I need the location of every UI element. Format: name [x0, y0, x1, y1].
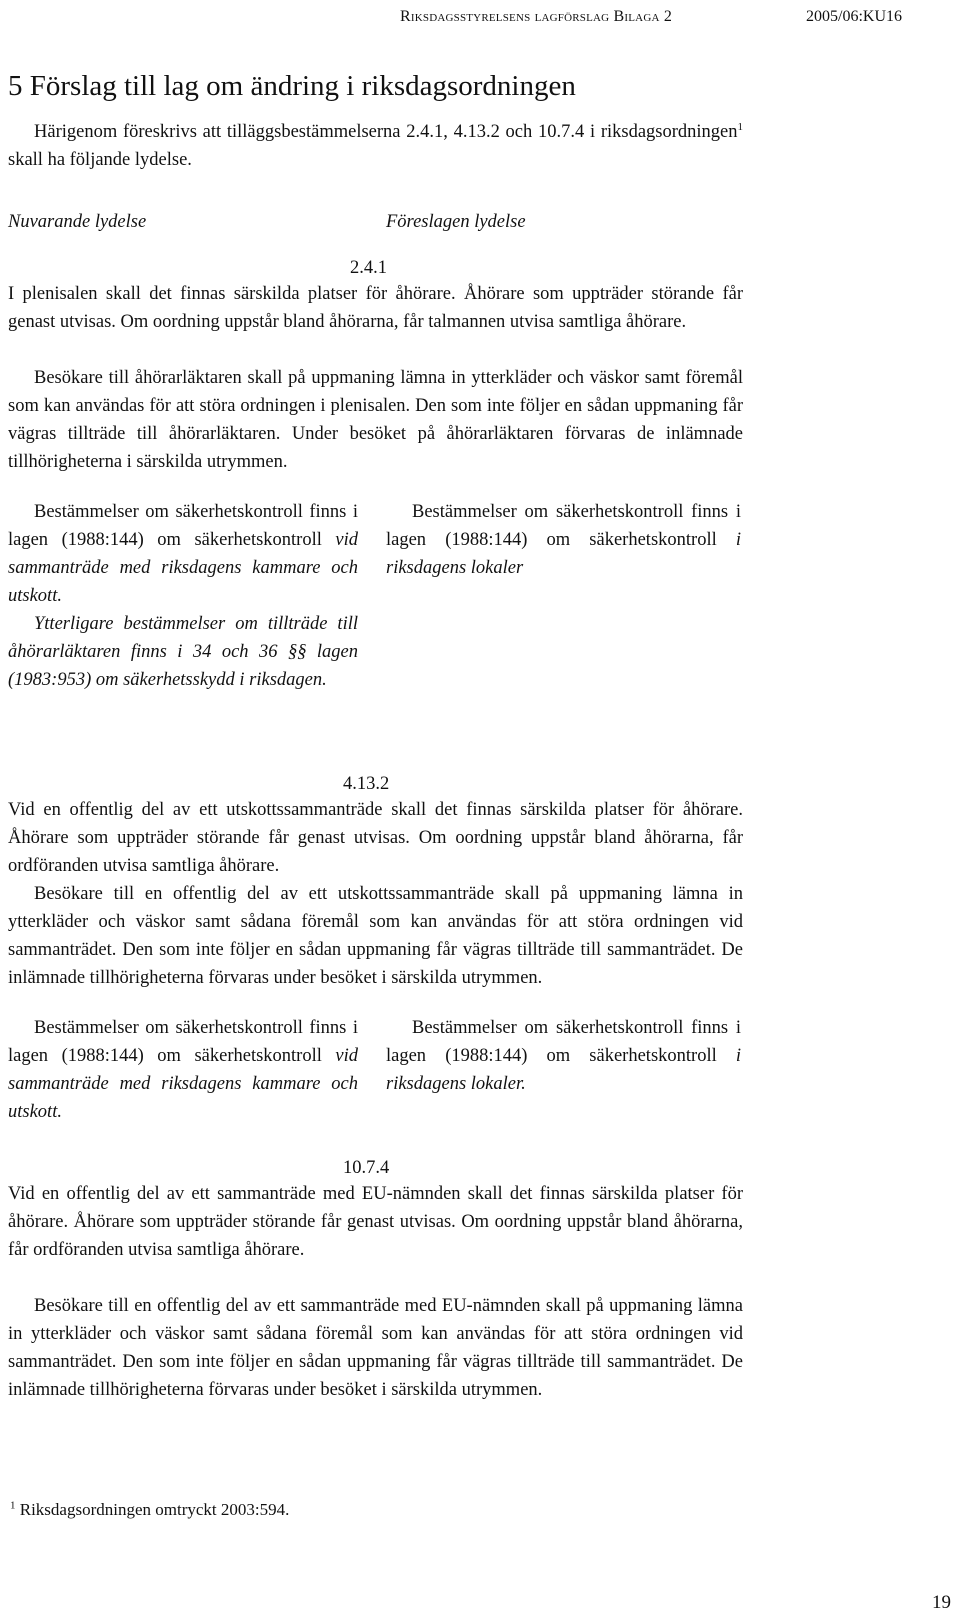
section-paragraph: Besökare till en offentlig del av ett utskottssammanträde skall på uppmaning lämna in ytterkläder och väskor samt sådana föremål som kan användas för att störa ordningen vid sammanträdet. Den som inte följer en sådan uppmaning får vägras tillträde till sammanträdet. De inlämnade tillhörigheterna förvaras under besöket i särskilda utrymmen.: [8, 884, 743, 988]
current-wording-column: [8, 1014, 358, 1126]
column-paragraph: [386, 498, 741, 582]
heading-current-wording: Nuvarande lydelse: [8, 212, 147, 232]
footnote-marker: 1: [10, 1499, 16, 1512]
column-text: Bestämmelser om säkerhetskontroll finns i lagen (1988:144) om säkerhetskontroll: [386, 502, 741, 550]
document-number: 2005/06:KU16: [806, 8, 902, 25]
column-text-italic: vid sammanträde med riksdagens kammare och utskott.: [8, 1046, 358, 1122]
column-text: Bestämmelser om säkerhetskontroll finns i lagen (1988:144) om säkerhetskontroll: [8, 502, 358, 550]
footnote-ref: 1: [737, 120, 743, 133]
column-text: Bestämmelser om säkerhetskontroll finns i lagen (1988:144) om säkerhetskontroll: [8, 1018, 358, 1066]
section-paragraph: Vid en offentlig del av ett sammanträde med EU-nämnden skall det finnas särskilda platser för åhörare. Åhörare som uppträder störande får genast utvisas. Om oordning uppstår bland åhörarna, får ordföranden utvisa samtliga åhörare.: [8, 1184, 743, 1260]
column-paragraph-italic: Ytterligare bestämmelser om tillträde till åhörarläktaren finns i 34 och 36 §§ lagen (1983:953) om säkerhetsskydd i riksdagen.: [8, 614, 358, 690]
section-paragraph: I plenisalen skall det finnas särskilda platser för åhörare. Åhörare som uppträder störande får genast utvisas. Om oordning uppstår bland åhörarna, får talmannen utvisa samtliga åhörare.: [8, 284, 743, 332]
current-wording-column: [8, 498, 358, 694]
heading-proposed-wording: Föreslagen lydelse: [386, 212, 526, 232]
section-paragraph: Besökare till åhörarläktaren skall på uppmaning lämna in ytterkläder och väskor samt föremål som kan användas för att störa ordningen i plenisalen. Den som inte följer en sådan uppmaning får vägras tillträde till åhörarläktaren. Under besöket på åhörarläktaren förvaras de inlämnade tillhörigheterna i särskilda utrymmen.: [8, 368, 743, 472]
footnote: [10, 1500, 289, 1520]
section-paragraph: Vid en offentlig del av ett utskottssammanträde skall det finnas särskilda platser för åhörare. Åhörare som uppträder störande får genast utvisas. Om oordning uppstår bland åhörarna, får ordföranden utvisa samtliga åhörare.: [8, 800, 743, 876]
section-number: 2.4.1: [350, 258, 387, 278]
proposed-wording-column: [386, 498, 741, 582]
column-paragraph: [386, 1014, 741, 1098]
column-paragraph: [8, 498, 358, 610]
running-header: Riksdagsstyrelsens lagförslag Bilaga 2: [400, 8, 673, 25]
page-number: 19: [932, 1592, 951, 1613]
section-paragraph: Besökare till en offentlig del av ett sammanträde med EU-nämnden skall på uppmaning lämna in ytterkläder och väskor samt sådana föremål som kan användas för att störa ordningen vid sammanträdet. Den som inte följer en sådan uppmaning får vägras tillträde till sammanträdet. De inlämnade tillhörigheterna förvaras under besöket i särskilda utrymmen.: [8, 1296, 743, 1400]
intro-text: Härigenom föreskrivs att tilläggsbestämmelserna 2.4.1, 4.13.2 och 10.7.4 i riksdagsordningen: [34, 122, 738, 142]
column-text-italic: i riksdagens lokaler: [386, 530, 741, 578]
section-number: 10.7.4: [343, 1158, 390, 1178]
intro-paragraph: [8, 118, 743, 174]
intro-text-end: skall ha följande lydelse.: [8, 150, 192, 170]
page-title: 5 Förslag till lag om ändring i riksdagsordningen: [8, 70, 576, 102]
column-text-italic: vid sammanträde med riksdagens kammare och utskott.: [8, 530, 358, 606]
proposed-wording-column: [386, 1014, 741, 1098]
section-number: 4.13.2: [343, 774, 390, 794]
column-text-italic: i riksdagens lokaler.: [386, 1046, 741, 1094]
column-paragraph: [8, 1014, 358, 1126]
footnote-text: Riksdagsordningen omtryckt 2003:594.: [15, 1500, 290, 1519]
column-text: Bestämmelser om säkerhetskontroll finns i lagen (1988:144) om säkerhetskontroll: [386, 1018, 741, 1066]
